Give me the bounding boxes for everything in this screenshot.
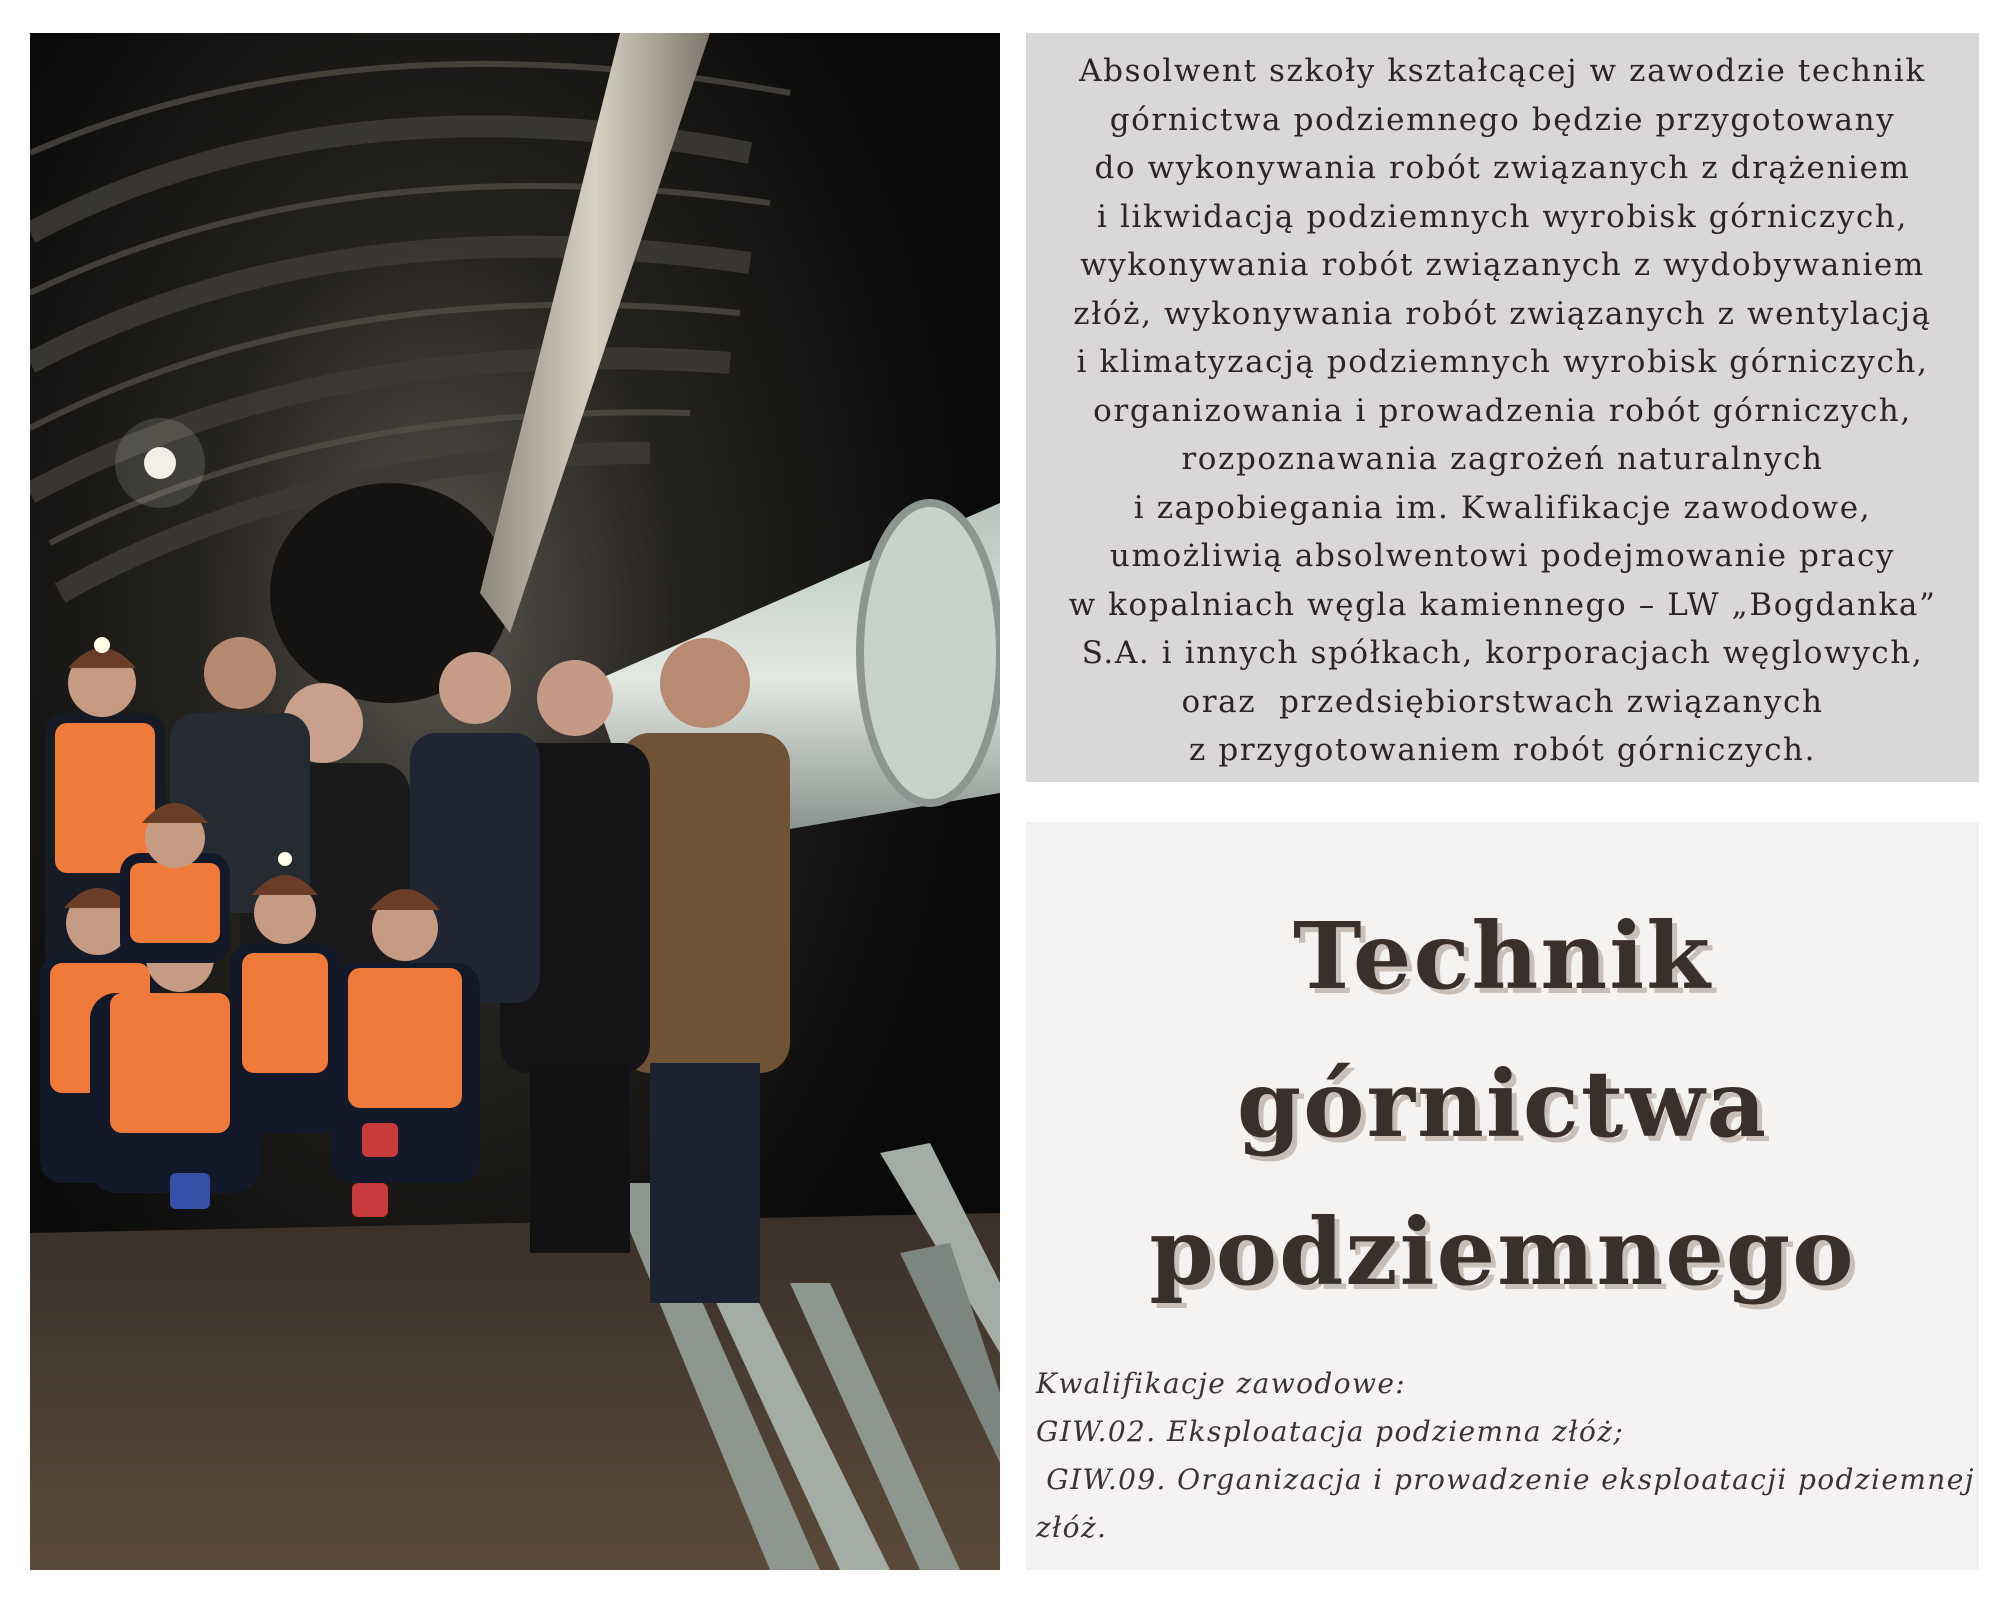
description-line: wykonywania robót związanych z wydobywaniem <box>1080 247 1925 283</box>
miners-tunnel-photo <box>30 33 1000 1570</box>
title-panel <box>1026 822 1979 1570</box>
title-line: Technik <box>1293 902 1712 1010</box>
description-line: i zapobiegania im. Kwalifikacje zawodowe, <box>1133 489 1872 526</box>
tunnel-photo-illustration <box>30 33 1000 1570</box>
description-line: Absolwent szkoły kształcącej w zawodzie technik <box>1079 53 1926 89</box>
description-line: S.A. i innych spółkach, korporacjach węglowych, <box>1081 635 1924 671</box>
qualifications-heading: Kwalifikacje zawodowe: <box>1036 1367 1407 1400</box>
qualification-item: GIW.09. Organizacja i prowadzenie eksploatacji podziemnej <box>1036 1463 1975 1496</box>
description-line: rozpoznawania zagrożeń naturalnych <box>1181 441 1824 477</box>
title-line: górnictwa <box>1236 1050 1769 1158</box>
description-line: organizowania i prowadzenia robót górniczych, <box>1093 392 1912 429</box>
description-line: umożliwią absolwentowi podejmowanie pracy <box>1109 538 1896 574</box>
qualifications-block <box>1036 1360 1976 1552</box>
qualification-item: złóż. <box>1036 1511 1108 1544</box>
description-line: górnictwa podziemnego będzie przygotowany <box>1109 101 1896 138</box>
description-line: z przygotowaniem robót górniczych. <box>1188 732 1817 768</box>
description-line: i likwidacją podziemnych wyrobisk górniczych, <box>1097 198 1908 235</box>
description-line: do wykonywania robót związanych z drążeniem <box>1094 150 1911 186</box>
description-line: w kopalniach węgla kamiennego – LW „Bogdanka” <box>1068 586 1937 623</box>
qualification-item: GIW.02. Eksploatacja podziemna złóż; <box>1036 1415 1625 1448</box>
profession-title <box>1026 882 1979 1326</box>
description-line: i klimatyzacją podziemnych wyrobisk górniczych, <box>1076 344 1929 380</box>
description-line: złóż, wykonywania robót związanych z wentylacją <box>1073 295 1932 332</box>
title-line: podziemnego <box>1149 1198 1856 1306</box>
description-line: oraz przedsiębiorstwach związanych <box>1181 683 1824 720</box>
description-panel <box>1026 33 1979 782</box>
